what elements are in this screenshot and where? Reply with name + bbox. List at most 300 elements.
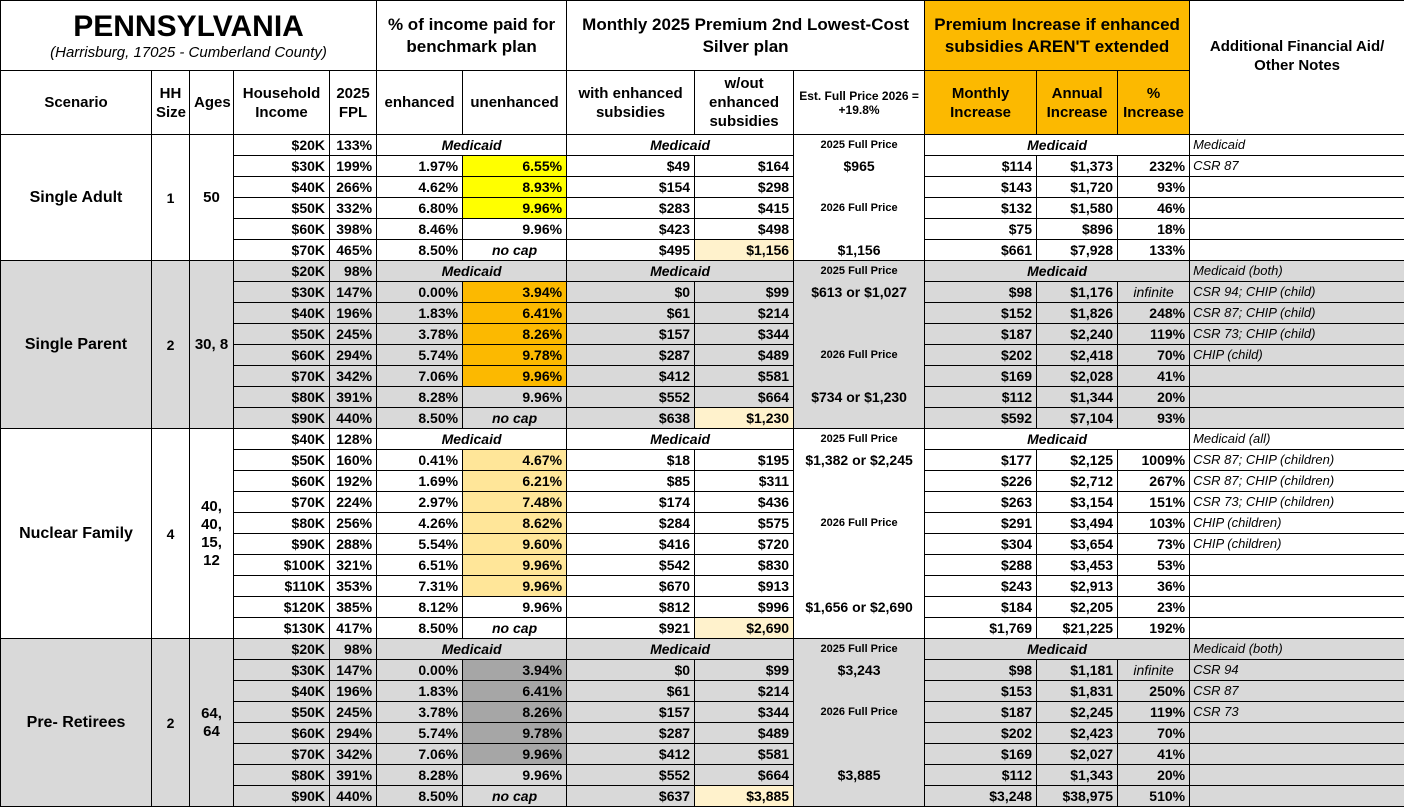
full-price-value [794, 471, 925, 492]
income-cell: $70K [234, 240, 330, 261]
pct-increase-cell: 192% [1118, 618, 1190, 639]
medicaid-label: Medicaid [925, 639, 1190, 660]
annual-increase-cell: $896 [1037, 219, 1118, 240]
enhanced-pct-cell: 1.97% [377, 156, 463, 177]
income-cell: $40K [234, 429, 330, 450]
fpl-cell: 288% [330, 534, 377, 555]
without-enhanced-cell: $436 [695, 492, 794, 513]
pct-income-header: % of income paid for benchmark plan [377, 1, 567, 71]
ages-cell: 64, 64 [190, 639, 234, 807]
income-cell: $70K [234, 744, 330, 765]
fpl-cell: 224% [330, 492, 377, 513]
without-enhanced-cell: $1,230 [695, 408, 794, 429]
col-annual-increase: Annual Increase [1037, 71, 1118, 135]
enhanced-pct-cell: 8.50% [377, 618, 463, 639]
pct-increase-cell: 18% [1118, 219, 1190, 240]
col-fpl: 2025 FPL [330, 71, 377, 135]
with-enhanced-cell: $49 [567, 156, 695, 177]
hh-size-cell: 1 [152, 135, 190, 261]
with-enhanced-cell: $154 [567, 177, 695, 198]
full-price-label: 2026 Full Price [794, 345, 925, 366]
without-enhanced-cell: $344 [695, 324, 794, 345]
fpl-cell: 353% [330, 576, 377, 597]
scenario-cell: Single Parent [1, 261, 152, 429]
enhanced-pct-cell: 8.50% [377, 786, 463, 807]
full-price-label: 2025 Full Price [794, 261, 925, 282]
without-enhanced-cell: $498 [695, 219, 794, 240]
annual-increase-cell: $21,225 [1037, 618, 1118, 639]
pct-increase-cell: 93% [1118, 177, 1190, 198]
monthly-increase-cell: $661 [925, 240, 1037, 261]
medicaid-label: Medicaid [567, 135, 794, 156]
pct-increase-cell: 510% [1118, 786, 1190, 807]
monthly-increase-cell: $184 [925, 597, 1037, 618]
notes-cell: CHIP (children) [1190, 513, 1404, 534]
fpl-cell: 417% [330, 618, 377, 639]
unenhanced-pct-cell: 9.96% [463, 597, 567, 618]
unenhanced-pct-cell: 9.96% [463, 765, 567, 786]
income-cell: $60K [234, 219, 330, 240]
notes-cell: CSR 94; CHIP (child) [1190, 282, 1404, 303]
unenhanced-pct-cell: 9.96% [463, 198, 567, 219]
notes-cell [1190, 387, 1404, 408]
medicaid-label: Medicaid [567, 639, 794, 660]
enhanced-pct-cell: 8.50% [377, 408, 463, 429]
without-enhanced-cell: $830 [695, 555, 794, 576]
notes-cell [1190, 219, 1404, 240]
notes-cell: Medicaid (both) [1190, 639, 1404, 660]
notes-cell [1190, 177, 1404, 198]
without-enhanced-cell: $575 [695, 513, 794, 534]
income-cell: $40K [234, 177, 330, 198]
without-enhanced-cell: $581 [695, 744, 794, 765]
fpl-cell: 196% [330, 303, 377, 324]
fpl-cell: 266% [330, 177, 377, 198]
medicaid-label: Medicaid [377, 135, 567, 156]
with-enhanced-cell: $638 [567, 408, 695, 429]
fpl-cell: 199% [330, 156, 377, 177]
fpl-cell: 294% [330, 723, 377, 744]
notes-cell [1190, 786, 1404, 807]
monthly-increase-cell: $291 [925, 513, 1037, 534]
annual-increase-cell: $1,343 [1037, 765, 1118, 786]
enhanced-pct-cell: 8.12% [377, 597, 463, 618]
enhanced-pct-cell: 0.00% [377, 282, 463, 303]
enhanced-pct-cell: 6.51% [377, 555, 463, 576]
income-cell: $60K [234, 345, 330, 366]
full-price-value: $3,243 [794, 660, 925, 681]
annual-increase-cell: $1,181 [1037, 660, 1118, 681]
notes-cell: CSR 73 [1190, 702, 1404, 723]
full-price-value [794, 366, 925, 387]
annual-increase-cell: $7,104 [1037, 408, 1118, 429]
annual-increase-cell: $3,154 [1037, 492, 1118, 513]
fpl-cell: 256% [330, 513, 377, 534]
unenhanced-pct-cell: 9.60% [463, 534, 567, 555]
income-cell: $130K [234, 618, 330, 639]
without-enhanced-cell: $164 [695, 156, 794, 177]
fpl-cell: 398% [330, 219, 377, 240]
monthly-increase-cell: $187 [925, 324, 1037, 345]
pct-increase-cell: 119% [1118, 702, 1190, 723]
annual-increase-cell: $3,494 [1037, 513, 1118, 534]
enhanced-pct-cell: 7.31% [377, 576, 463, 597]
without-enhanced-cell: $214 [695, 681, 794, 702]
monthly-increase-cell: $114 [925, 156, 1037, 177]
notes-cell: CSR 73; CHIP (children) [1190, 492, 1404, 513]
fpl-cell: 321% [330, 555, 377, 576]
enhanced-pct-cell: 8.28% [377, 387, 463, 408]
unenhanced-pct-cell: 9.96% [463, 555, 567, 576]
fpl-cell: 294% [330, 345, 377, 366]
fpl-cell: 98% [330, 639, 377, 660]
monthly-increase-cell: $75 [925, 219, 1037, 240]
enhanced-pct-cell: 6.80% [377, 198, 463, 219]
enhanced-pct-cell: 3.78% [377, 702, 463, 723]
page-title: PENNSYLVANIA [1, 10, 376, 44]
unenhanced-pct-cell: 4.67% [463, 450, 567, 471]
annual-increase-cell: $1,373 [1037, 156, 1118, 177]
notes-cell: CHIP (children) [1190, 534, 1404, 555]
pct-increase-cell: 73% [1118, 534, 1190, 555]
full-price-value: $734 or $1,230 [794, 387, 925, 408]
full-price-label: 2026 Full Price [794, 702, 925, 723]
income-cell: $30K [234, 156, 330, 177]
full-price-value [794, 177, 925, 198]
unenhanced-pct-cell: 9.96% [463, 366, 567, 387]
fpl-cell: 332% [330, 198, 377, 219]
full-price-value [794, 681, 925, 702]
fpl-cell: 147% [330, 660, 377, 681]
unenhanced-pct-cell: 6.41% [463, 303, 567, 324]
notes-cell [1190, 765, 1404, 786]
monthly-increase-cell: $3,248 [925, 786, 1037, 807]
full-price-value [794, 723, 925, 744]
with-enhanced-cell: $412 [567, 366, 695, 387]
full-price-value: $1,656 or $2,690 [794, 597, 925, 618]
monthly-increase-cell: $143 [925, 177, 1037, 198]
unenhanced-pct-cell: 8.26% [463, 324, 567, 345]
annual-increase-cell: $1,176 [1037, 282, 1118, 303]
with-enhanced-cell: $670 [567, 576, 695, 597]
without-enhanced-cell: $2,690 [695, 618, 794, 639]
ages-cell: 40, 40, 15, 12 [190, 429, 234, 639]
full-price-value [794, 744, 925, 765]
without-enhanced-cell: $581 [695, 366, 794, 387]
full-price-value [794, 219, 925, 240]
income-cell: $80K [234, 387, 330, 408]
fpl-cell: 98% [330, 261, 377, 282]
with-enhanced-cell: $423 [567, 219, 695, 240]
with-enhanced-cell: $416 [567, 534, 695, 555]
monthly-increase-cell: $592 [925, 408, 1037, 429]
enhanced-pct-cell: 1.83% [377, 303, 463, 324]
ages-cell: 30, 8 [190, 261, 234, 429]
col-with-enhanced: with enhanced subsidies [567, 71, 695, 135]
pct-increase-cell: 248% [1118, 303, 1190, 324]
pct-increase-cell: infinite [1118, 282, 1190, 303]
monthly-increase-cell: $288 [925, 555, 1037, 576]
income-cell: $60K [234, 723, 330, 744]
medicaid-label: Medicaid [567, 261, 794, 282]
pct-increase-cell: 267% [1118, 471, 1190, 492]
with-enhanced-cell: $283 [567, 198, 695, 219]
notes-cell [1190, 198, 1404, 219]
with-enhanced-cell: $552 [567, 765, 695, 786]
full-price-value [794, 492, 925, 513]
full-price-value [794, 408, 925, 429]
annual-increase-cell: $1,831 [1037, 681, 1118, 702]
pct-increase-cell: 250% [1118, 681, 1190, 702]
with-enhanced-cell: $287 [567, 723, 695, 744]
fpl-cell: 440% [330, 786, 377, 807]
full-price-label: 2026 Full Price [794, 198, 925, 219]
title-cell [1, 1, 377, 71]
unenhanced-pct-cell: 8.93% [463, 177, 567, 198]
with-enhanced-cell: $0 [567, 282, 695, 303]
income-cell: $50K [234, 450, 330, 471]
with-enhanced-cell: $287 [567, 345, 695, 366]
without-enhanced-cell: $99 [695, 282, 794, 303]
hh-size-cell: 2 [152, 261, 190, 429]
enhanced-pct-cell: 0.00% [377, 660, 463, 681]
full-price-value [794, 303, 925, 324]
full-price-label: 2025 Full Price [794, 639, 925, 660]
pct-increase-cell: 20% [1118, 387, 1190, 408]
notes-cell: CSR 87; CHIP (children) [1190, 471, 1404, 492]
with-enhanced-cell: $18 [567, 450, 695, 471]
unenhanced-pct-cell: 9.96% [463, 576, 567, 597]
annual-increase-cell: $2,712 [1037, 471, 1118, 492]
with-enhanced-cell: $61 [567, 303, 695, 324]
unenhanced-pct-cell: 9.78% [463, 723, 567, 744]
notes-cell [1190, 555, 1404, 576]
income-cell: $90K [234, 786, 330, 807]
annual-increase-cell: $2,028 [1037, 366, 1118, 387]
notes-cell: CSR 73; CHIP (child) [1190, 324, 1404, 345]
unenhanced-pct-cell: 6.21% [463, 471, 567, 492]
notes-cell [1190, 597, 1404, 618]
income-cell: $100K [234, 555, 330, 576]
table-row [1, 639, 1404, 660]
unenhanced-pct-cell: 9.96% [463, 219, 567, 240]
pct-increase-cell: 36% [1118, 576, 1190, 597]
without-enhanced-cell: $344 [695, 702, 794, 723]
notes-cell: CHIP (child) [1190, 345, 1404, 366]
medicaid-label: Medicaid [377, 429, 567, 450]
pct-increase-cell: 20% [1118, 765, 1190, 786]
enhanced-pct-cell: 7.06% [377, 744, 463, 765]
monthly-increase-cell: $187 [925, 702, 1037, 723]
monthly-increase-cell: $98 [925, 660, 1037, 681]
income-cell: $90K [234, 408, 330, 429]
without-enhanced-cell: $195 [695, 450, 794, 471]
pct-increase-cell: 119% [1118, 324, 1190, 345]
with-enhanced-cell: $542 [567, 555, 695, 576]
unenhanced-pct-cell: 9.78% [463, 345, 567, 366]
full-price-value [794, 534, 925, 555]
enhanced-pct-cell: 5.74% [377, 345, 463, 366]
notes-cell: CSR 87 [1190, 156, 1404, 177]
fpl-cell: 245% [330, 324, 377, 345]
fpl-cell: 133% [330, 135, 377, 156]
monthly-increase-cell: $243 [925, 576, 1037, 597]
with-enhanced-cell: $174 [567, 492, 695, 513]
pct-increase-cell: 41% [1118, 366, 1190, 387]
pct-increase-cell: 93% [1118, 408, 1190, 429]
without-enhanced-cell: $1,156 [695, 240, 794, 261]
enhanced-pct-cell: 7.06% [377, 366, 463, 387]
fpl-cell: 245% [330, 702, 377, 723]
income-cell: $70K [234, 492, 330, 513]
scenario-cell: Nuclear Family [1, 429, 152, 639]
full-price-label: 2026 Full Price [794, 513, 925, 534]
notes-cell [1190, 366, 1404, 387]
monthly-increase-cell: $1,769 [925, 618, 1037, 639]
notes-cell [1190, 408, 1404, 429]
annual-increase-cell: $2,423 [1037, 723, 1118, 744]
pct-increase-cell: 46% [1118, 198, 1190, 219]
without-enhanced-cell: $214 [695, 303, 794, 324]
unenhanced-pct-cell: no cap [463, 408, 567, 429]
medicaid-label: Medicaid [925, 135, 1190, 156]
monthly-increase-cell: $304 [925, 534, 1037, 555]
fpl-cell: 192% [330, 471, 377, 492]
monthly-increase-cell: $169 [925, 744, 1037, 765]
enhanced-pct-cell: 5.54% [377, 534, 463, 555]
unenhanced-pct-cell: 3.94% [463, 282, 567, 303]
without-enhanced-cell: $913 [695, 576, 794, 597]
pct-increase-cell: 103% [1118, 513, 1190, 534]
table-row [1, 429, 1404, 450]
medicaid-label: Medicaid [377, 261, 567, 282]
fpl-cell: 196% [330, 681, 377, 702]
monthly-increase-cell: $98 [925, 282, 1037, 303]
fpl-cell: 385% [330, 597, 377, 618]
medicaid-label: Medicaid [377, 639, 567, 660]
without-enhanced-cell: $664 [695, 387, 794, 408]
income-cell: $60K [234, 471, 330, 492]
without-enhanced-cell: $311 [695, 471, 794, 492]
unenhanced-pct-cell: no cap [463, 786, 567, 807]
monthly-increase-cell: $177 [925, 450, 1037, 471]
annual-increase-cell: $2,027 [1037, 744, 1118, 765]
notes-cell [1190, 723, 1404, 744]
full-price-label: 2025 Full Price [794, 429, 925, 450]
enhanced-pct-cell: 3.78% [377, 324, 463, 345]
unenhanced-pct-cell: 9.96% [463, 387, 567, 408]
pct-increase-cell: infinite [1118, 660, 1190, 681]
annual-increase-cell: $1,580 [1037, 198, 1118, 219]
scenario-cell: Single Adult [1, 135, 152, 261]
annual-increase-cell: $2,205 [1037, 597, 1118, 618]
fpl-cell: 391% [330, 387, 377, 408]
table-row [1, 135, 1404, 156]
enhanced-pct-cell: 8.28% [377, 765, 463, 786]
notes-cell: CSR 87; CHIP (children) [1190, 450, 1404, 471]
full-price-value [794, 618, 925, 639]
full-price-label: 2025 Full Price [794, 135, 925, 156]
full-price-value [794, 576, 925, 597]
col-monthly-increase: Monthly Increase [925, 71, 1037, 135]
fpl-cell: 128% [330, 429, 377, 450]
unenhanced-pct-cell: 8.62% [463, 513, 567, 534]
full-price-value: $3,885 [794, 765, 925, 786]
full-price-value: $965 [794, 156, 925, 177]
monthly-increase-cell: $169 [925, 366, 1037, 387]
unenhanced-pct-cell: 3.94% [463, 660, 567, 681]
without-enhanced-cell: $996 [695, 597, 794, 618]
pct-increase-cell: 232% [1118, 156, 1190, 177]
enhanced-pct-cell: 4.62% [377, 177, 463, 198]
with-enhanced-cell: $157 [567, 324, 695, 345]
without-enhanced-cell: $99 [695, 660, 794, 681]
table-row [1, 261, 1404, 282]
monthly-increase-cell: $202 [925, 723, 1037, 744]
col-without-enhanced: w/out enhanced subsidies [695, 71, 794, 135]
notes-cell: Medicaid (both) [1190, 261, 1404, 282]
table-body [1, 135, 1404, 807]
medicaid-label: Medicaid [925, 429, 1190, 450]
without-enhanced-cell: $415 [695, 198, 794, 219]
enhanced-pct-cell: 1.83% [377, 681, 463, 702]
monthly-increase-cell: $263 [925, 492, 1037, 513]
col-pct-increase: % Increase [1118, 71, 1190, 135]
without-enhanced-cell: $489 [695, 345, 794, 366]
pct-increase-cell: 70% [1118, 345, 1190, 366]
income-cell: $20K [234, 135, 330, 156]
annual-increase-cell: $2,245 [1037, 702, 1118, 723]
col-hh-size: HH Size [152, 71, 190, 135]
notes-cell: CSR 87 [1190, 681, 1404, 702]
enhanced-pct-cell: 4.26% [377, 513, 463, 534]
with-enhanced-cell: $495 [567, 240, 695, 261]
fpl-cell: 160% [330, 450, 377, 471]
with-enhanced-cell: $0 [567, 660, 695, 681]
enhanced-pct-cell: 0.41% [377, 450, 463, 471]
unenhanced-pct-cell: no cap [463, 240, 567, 261]
annual-increase-cell: $2,240 [1037, 324, 1118, 345]
income-cell: $20K [234, 639, 330, 660]
col-ages: Ages [190, 71, 234, 135]
income-cell: $80K [234, 765, 330, 786]
scenario-cell: Pre- Retirees [1, 639, 152, 807]
with-enhanced-cell: $284 [567, 513, 695, 534]
fpl-cell: 342% [330, 744, 377, 765]
notes-cell [1190, 618, 1404, 639]
unenhanced-pct-cell: 7.48% [463, 492, 567, 513]
income-cell: $20K [234, 261, 330, 282]
full-price-value [794, 786, 925, 807]
income-cell: $110K [234, 576, 330, 597]
with-enhanced-cell: $412 [567, 744, 695, 765]
income-cell: $40K [234, 681, 330, 702]
notes-cell [1190, 240, 1404, 261]
col-est-full-price: Est. Full Price 2026 = +19.8% [794, 71, 925, 135]
income-cell: $50K [234, 324, 330, 345]
income-cell: $70K [234, 366, 330, 387]
full-price-value [794, 324, 925, 345]
medicaid-label: Medicaid [925, 261, 1190, 282]
income-cell: $80K [234, 513, 330, 534]
income-cell: $50K [234, 198, 330, 219]
pct-increase-cell: 41% [1118, 744, 1190, 765]
without-enhanced-cell: $3,885 [695, 786, 794, 807]
notes-cell [1190, 576, 1404, 597]
with-enhanced-cell: $812 [567, 597, 695, 618]
fpl-cell: 465% [330, 240, 377, 261]
medicaid-label: Medicaid [567, 429, 794, 450]
